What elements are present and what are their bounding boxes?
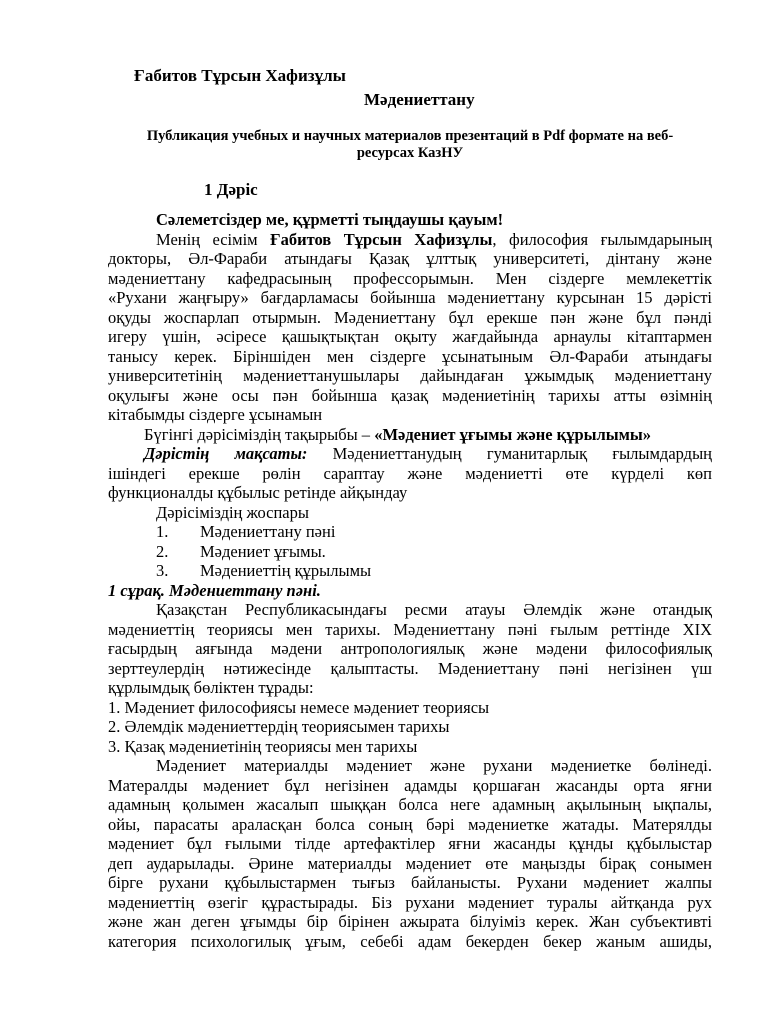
plan-item-number: 2. [156, 541, 169, 561]
intro-prefix: Менің есімім [156, 229, 271, 249]
topic-line [108, 425, 712, 445]
part-item: 2. Әлемдік мәдениеттердің теориясымен тарихы [108, 717, 450, 736]
plan-item [108, 522, 712, 542]
topic-title: «Мәдениет ұғымы және құрылымы» [374, 424, 652, 444]
intro-line: оқулығы және осы пән бойынша қазақ мәдениетінің тарихы атты өзімнің [108, 385, 712, 405]
intro-suffix: , философия ғылымдарының [492, 229, 712, 249]
plan-item-text: Мәдениеттану пәні [200, 522, 336, 541]
plan-title: Дәрісіміздің жоспары [156, 502, 309, 522]
subject-title: Мәдениеттану [364, 90, 475, 109]
intro-line: оқуды жоспарлап отырмын. Мәдениеттану бұл ерекше пән және бұл пәнді [108, 307, 712, 327]
paragraph-line: мәдениеттің өзегіг құрастырады. Біз рухани мәдениет туралы айтқанда рух [108, 892, 712, 912]
paragraph-line: ғасырдың аяғында мәдени антропологиялық және мәдени философиялық [108, 639, 712, 658]
publication-note-line-2: ресурсах КазНУ [356, 145, 464, 161]
paragraph-line: құрлымдық бөліктен тұрады: [108, 678, 314, 697]
paragraph-line: Қазақстан Республикасындағы ресми атауы Әлемдік және отандық [156, 600, 712, 619]
paragraph-line: зерттеулердің нәтижесінде қалыптасты. Мәдениеттану пәні негізінен үш [108, 658, 712, 678]
paragraph-line: адамның қолымен жасалып шыққан болса неге адамның ақылының ықпалы, [108, 795, 712, 814]
plan-item-text: Мәдениет ұғымы. [200, 541, 326, 561]
lecture-number: 1 Дәріс [204, 180, 258, 199]
goal-text: Мәдениеттанудың гуманитарлық ғылымдардың [307, 444, 712, 463]
paragraph-line: бірге рухани құбылыстармен тығыз байланысты. Рухани мәдениет жалпы [108, 873, 712, 892]
paragraph-line: мәдениеттің теориясы мен тарихы. Мәдениеттану пәні ғылым реттінде XIX [108, 619, 712, 639]
greeting: Сәлеметсіздер ме, құрметті тыңдаушы қауым! [156, 210, 504, 229]
lecture-body [108, 210, 712, 951]
goal-line: функционалды құбылыс ретінде айқындау [108, 483, 408, 502]
plan-item-number: 1. [156, 522, 169, 541]
intro-line: университетінің мәдениеттанушылары дайындаған ұжымдық мәдениеттану [108, 366, 712, 385]
question-heading: 1 сұрақ. Мәдениеттану пәні. [108, 580, 321, 600]
paragraph-line: Мәдениет материалды мәдениет және рухани мәдениетке бөлінеді. [156, 756, 712, 775]
goal-label: Дәрістің мақсаты: [144, 444, 308, 463]
publication-note-line-1: Публикация учебных и научных материалов презентаций в Pdf формате на веб- [146, 128, 674, 144]
paragraph-line: категория психологилық ұғым, себебі адам бекерден бекер жаным ашиды, [108, 931, 712, 951]
intro-line: докторы, Әл-Фараби атындағы Қазақ ұлттық университеті, дінтану және [108, 249, 712, 268]
author-name: Ғабитов Тұрсын Хафизұлы [134, 66, 346, 85]
plan-item [108, 561, 712, 581]
intro-line: «Рухани жаңғыру» бағдарламасы бойынша мәдениеттану курсынан 15 дәрісті [108, 288, 712, 307]
intro-line [108, 230, 712, 250]
paragraph-line: мәдениет бұл ғылыми тілде артефактілер яғни жасанды құнды құбылыстар [108, 834, 712, 853]
intro-author-name: Ғабитов Тұрсын Хафизұлы [270, 229, 493, 249]
intro-line: мәдениеттану кафедрасының профессорымын. Мен сіздерге мемлекеттік [108, 268, 712, 288]
paragraph-line: және жан деген ұғымды бір бірінен ажырата білуіміз керек. Жан субъективті [108, 912, 712, 931]
intro-line: танысу керек. Біріншіден мен сіздерге ұсынатыным Әл-Фараби атындағы [108, 346, 712, 366]
paragraph-line: Матералды мәдениет бұл негізінен адамды қоршаған жасанды орта яғни [108, 775, 712, 795]
intro-line: игеру үшін, әсіресе қашықтықтан оқыту жағдайында арнаулы кітаптармен [108, 327, 712, 346]
paragraph-line: ойы, парасаты араласқан болса соның бәрі мәдениетке жатады. Матерялды [108, 814, 712, 834]
intro-line: кітабымды сіздерге ұсынамын [108, 405, 323, 424]
plan-item-text: Мәдениеттің құрылымы [200, 561, 372, 580]
paragraph-line: деп аударылады. Әрине материалды мәдениет өте маңызды бірақ сонымен [108, 853, 712, 873]
goal-line [108, 444, 712, 464]
part-item: 3. Қазақ мәдениетінің теориясы мен тарихы [108, 736, 418, 756]
plan-item-number: 3. [156, 561, 169, 580]
plan-item [108, 542, 712, 562]
goal-line: ішіндегі ерекше рөлін сараптау және мәдениетті өте күрделі көп [108, 463, 712, 483]
topic-prefix: Бүгінгі дәрісіміздің тақырыбы – [144, 424, 375, 444]
part-item: 1. Мәдениет философиясы немесе мәдениет теориясы [108, 697, 490, 717]
